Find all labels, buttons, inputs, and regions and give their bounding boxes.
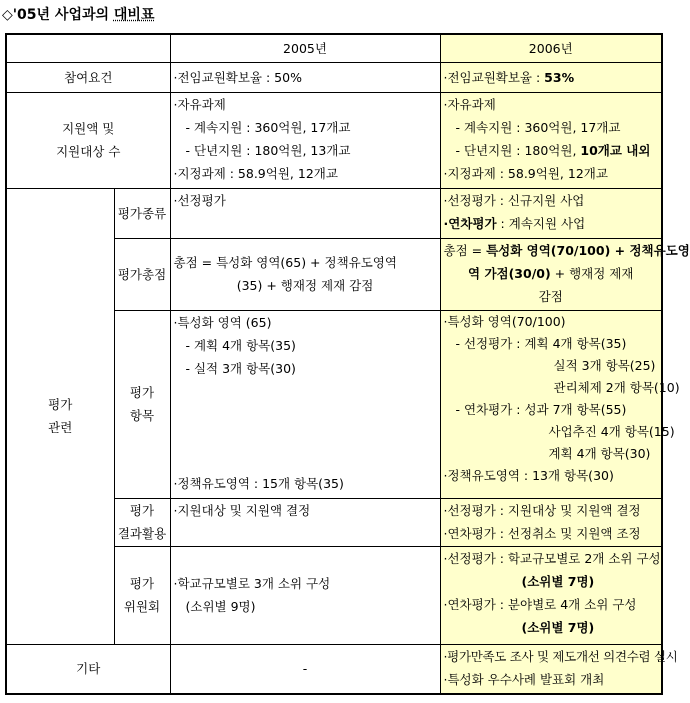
eval-items-2005-line: ·특성화 영역 (65) xyxy=(173,314,272,330)
eval-type-2006-emph: ·연차평가 xyxy=(443,215,497,231)
label-eval-group-line2: 관련 xyxy=(48,420,73,435)
label-eval-items-line2: 항목 xyxy=(129,408,155,423)
eval-total-2006-text: + 행재정 제재 xyxy=(550,265,634,281)
label-etc: 기타 xyxy=(6,644,170,694)
support-2005-line: - 계속지원 : 360억원, 17개교 xyxy=(185,119,351,135)
eval-type-2006-line xyxy=(444,212,659,235)
header-2006: 2006년 xyxy=(440,34,662,62)
label-eval-group-line1: 평가 xyxy=(48,397,73,412)
eval-total-2006 xyxy=(440,238,690,310)
support-2005-line: ·자유과제 xyxy=(173,96,226,112)
eval-total-2005-line: 총점 = 특성화 영역(65) + 정책유도영역 xyxy=(173,255,397,270)
eval-items-2006-line: 계획 4개 항목(30) xyxy=(548,445,651,461)
label-eval-type: 평가종류 xyxy=(114,188,170,238)
label-eval-group xyxy=(6,188,114,644)
participation-2006-text: ·전임교원확보율 : xyxy=(443,69,545,85)
support-2005-line: ·지정과제 : 58.9억원, 12개교 xyxy=(173,165,338,181)
label-eval-total: 평가총점 xyxy=(114,238,170,310)
eval-total-2005 xyxy=(170,238,440,310)
support-2006-line-emph: 10개교 내외 xyxy=(580,142,651,158)
eval-items-2005 xyxy=(170,310,440,498)
eval-items-2006-line: 실적 3개 항목(25) xyxy=(553,357,656,373)
eval-committee-2005-line: ·학교규모별로 3개 소위 구성 xyxy=(173,576,331,591)
header-row xyxy=(6,34,662,62)
label-eval-committee-line2: 위원회 xyxy=(123,599,161,614)
eval-committee-2006-line: (소위별 7명) xyxy=(521,573,595,589)
eval-items-2005-line: ·정책유도영역 : 15개 항목(35) xyxy=(173,475,344,491)
support-2006-line-text: - 단년지원 : 180억원, xyxy=(455,142,581,158)
title-emphasis: 대비표 xyxy=(113,7,155,23)
header-corner xyxy=(6,34,170,62)
etc-2006-line: ·평가만족도 조사 및 제도개선 의견수렴 실시 xyxy=(443,648,678,664)
document-title xyxy=(2,5,154,25)
eval-use-2006 xyxy=(440,498,662,546)
eval-committee-2006-line: ·선정평가 : 학교규모별로 2개 소위 구성 xyxy=(443,550,661,566)
eval-items-2006-line: 사업추진 4개 항목(15) xyxy=(548,423,675,439)
header-2005: 2005년 xyxy=(170,34,440,62)
eval-items-2006 xyxy=(440,310,680,498)
eval-items-2006-line: - 연차평가 : 성과 7개 항목(55) xyxy=(455,401,627,417)
label-eval-use-line2: 결과활용 xyxy=(117,526,167,541)
eval-total-2006-emph: 특성화 영역(70/100) + 정책유도영 xyxy=(486,242,690,258)
eval-type-2006-line: ·선정평가 : 신규지원 사업 xyxy=(443,192,585,208)
eval-items-2006-line: 관리체제 2개 항목(10) xyxy=(553,379,680,395)
label-eval-use xyxy=(114,498,170,546)
etc-2005: - xyxy=(170,644,440,694)
etc-2006-line: ·특성화 우수사례 발표회 개최 xyxy=(443,671,605,687)
row-participation xyxy=(6,62,662,92)
eval-items-2006-line: - 선정평가 : 계획 4개 항목(35) xyxy=(455,335,627,351)
support-2006-line: ·지정과제 : 58.9억원, 12개교 xyxy=(443,165,608,181)
support-2006-line: - 계속지원 : 360억원, 17개교 xyxy=(455,119,621,135)
label-eval-items-line1: 평가 xyxy=(129,385,155,400)
support-2006-line: ·자유과제 xyxy=(443,96,496,112)
eval-total-2006-line xyxy=(444,262,659,285)
participation-2006-rate: 53% xyxy=(544,69,575,85)
label-support-line2: 지원대상 수 xyxy=(56,144,121,159)
eval-items-2006-line: ·정책유도영역 : 13개 항목(30) xyxy=(443,467,614,483)
eval-total-2006-text: 총점 = xyxy=(443,242,487,258)
support-2006-line xyxy=(444,139,659,162)
eval-items-2005-line: - 계획 4개 항목(35) xyxy=(185,337,296,353)
label-support xyxy=(6,92,170,188)
eval-committee-2006-line: (소위별 7명) xyxy=(521,619,595,635)
eval-use-2006-line: ·선정평가 : 지원대상 및 지원액 결정 xyxy=(443,502,641,518)
participation-2006 xyxy=(440,62,662,92)
row-etc xyxy=(6,644,662,694)
label-eval-use-line1: 평가 xyxy=(129,503,155,518)
eval-total-2006-line xyxy=(443,239,690,262)
eval-committee-2006-line: ·연차평가 : 분야별로 4개 소위 구성 xyxy=(443,596,637,612)
support-2006 xyxy=(440,92,662,188)
label-eval-committee xyxy=(114,546,170,644)
eval-committee-2006 xyxy=(440,546,662,644)
label-participation: 참여요건 xyxy=(6,62,170,92)
eval-committee-2005 xyxy=(170,546,440,644)
label-eval-items xyxy=(114,310,170,498)
eval-items-2005-line: - 실적 3개 항목(30) xyxy=(185,360,296,376)
row-support xyxy=(6,92,662,188)
title-prefix: ◇'05년 사업과의 xyxy=(2,7,114,23)
eval-use-2006-line: ·연차평가 : 선정취소 및 지원액 조정 xyxy=(443,525,641,541)
etc-2006 xyxy=(440,644,678,694)
eval-total-2006-line: 감점 xyxy=(538,288,563,304)
support-2005-line: - 단년지원 : 180억원, 13개교 xyxy=(185,142,351,158)
eval-committee-2005-line: (소위별 9명) xyxy=(185,599,256,614)
eval-total-2005-line: (35) + 행재정 제재 감점 xyxy=(236,278,374,293)
comparison-table xyxy=(5,33,690,695)
label-eval-committee-line1: 평가 xyxy=(129,576,155,591)
eval-items-2006-line: ·특성화 영역(70/100) xyxy=(443,313,566,329)
row-eval-type xyxy=(6,188,662,238)
eval-type-2006 xyxy=(440,188,662,238)
participation-2005: ·전임교원확보율 : 50% xyxy=(170,62,440,92)
eval-use-2005: ·지원대상 및 지원액 결정 xyxy=(170,498,440,546)
label-support-line1: 지원액 및 xyxy=(62,121,115,136)
eval-type-2006-text: : 계속지원 사업 xyxy=(496,215,586,231)
eval-total-2006-emph: 역 가점(30/0) xyxy=(468,265,551,281)
support-2005 xyxy=(170,92,440,188)
eval-type-2005: ·선정평가 xyxy=(170,188,440,238)
